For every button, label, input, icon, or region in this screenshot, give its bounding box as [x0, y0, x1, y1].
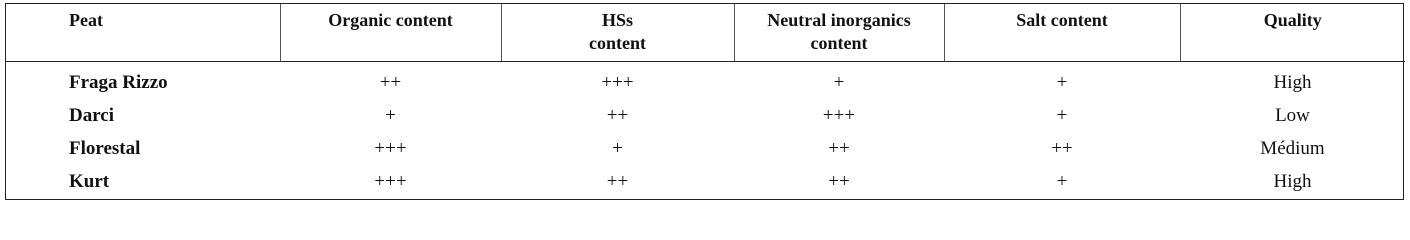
table-body: [6, 61, 1405, 199]
cell-organic-content: ++: [379, 72, 402, 93]
cell-organic-content: +++: [374, 171, 407, 192]
table-header: [6, 4, 1405, 61]
header-neutral-line-1: Neutral inorganics: [767, 10, 911, 30]
cell-hss-content: +++: [601, 72, 634, 93]
cell-neutral-inorganics: ++: [828, 138, 850, 159]
cell-salt-content: +: [1056, 105, 1068, 126]
peat-quality-table-frame: [5, 3, 1404, 200]
header-hss-line-1: HSs: [601, 10, 634, 30]
header-salt-line: Salt content: [1016, 10, 1108, 30]
header-row: [6, 4, 1405, 61]
cell-salt-content: +: [1056, 72, 1068, 93]
cell-neutral-inorganics: ++: [828, 171, 850, 192]
cell-quality: Low: [1275, 105, 1310, 126]
cell-peat: Kurt: [69, 171, 110, 192]
header-peat-line: Peat: [69, 10, 103, 30]
table-row: [6, 100, 1405, 133]
header-hss-content: [501, 4, 734, 61]
cell-neutral-inorganics: +++: [822, 105, 856, 126]
table-row: [6, 166, 1405, 199]
cell-hss-content: ++: [606, 105, 629, 126]
cell-peat: Florestal: [69, 138, 141, 159]
cell-organic-content: +++: [374, 138, 407, 159]
header-organic-content: [280, 4, 501, 61]
header-hss-line-2: content: [589, 33, 646, 53]
header-quality: [1180, 4, 1405, 61]
cell-peat: Fraga Rizzo: [69, 72, 168, 93]
header-salt-content: [944, 4, 1180, 61]
cell-salt-content: +: [1056, 171, 1068, 192]
header-neutral-line-2: content: [810, 33, 868, 53]
header-organic-line: Organic content: [328, 10, 453, 30]
cell-hss-content: +: [612, 138, 623, 159]
cell-organic-content: +: [385, 105, 396, 126]
cell-peat: Darci: [69, 105, 115, 126]
cell-quality: High: [1273, 171, 1312, 192]
header-quality-line: Quality: [1263, 10, 1322, 30]
header-peat: [6, 4, 280, 61]
cell-neutral-inorganics: +: [833, 72, 845, 93]
header-neutral-inorganics-content: [734, 4, 944, 61]
table-row: [6, 61, 1405, 100]
cell-quality: Médium: [1260, 138, 1325, 159]
cell-hss-content: ++: [606, 171, 629, 192]
peat-quality-table: [6, 4, 1405, 199]
cell-salt-content: ++: [1051, 138, 1073, 159]
cell-quality: High: [1273, 72, 1312, 93]
table-row: [6, 133, 1405, 166]
